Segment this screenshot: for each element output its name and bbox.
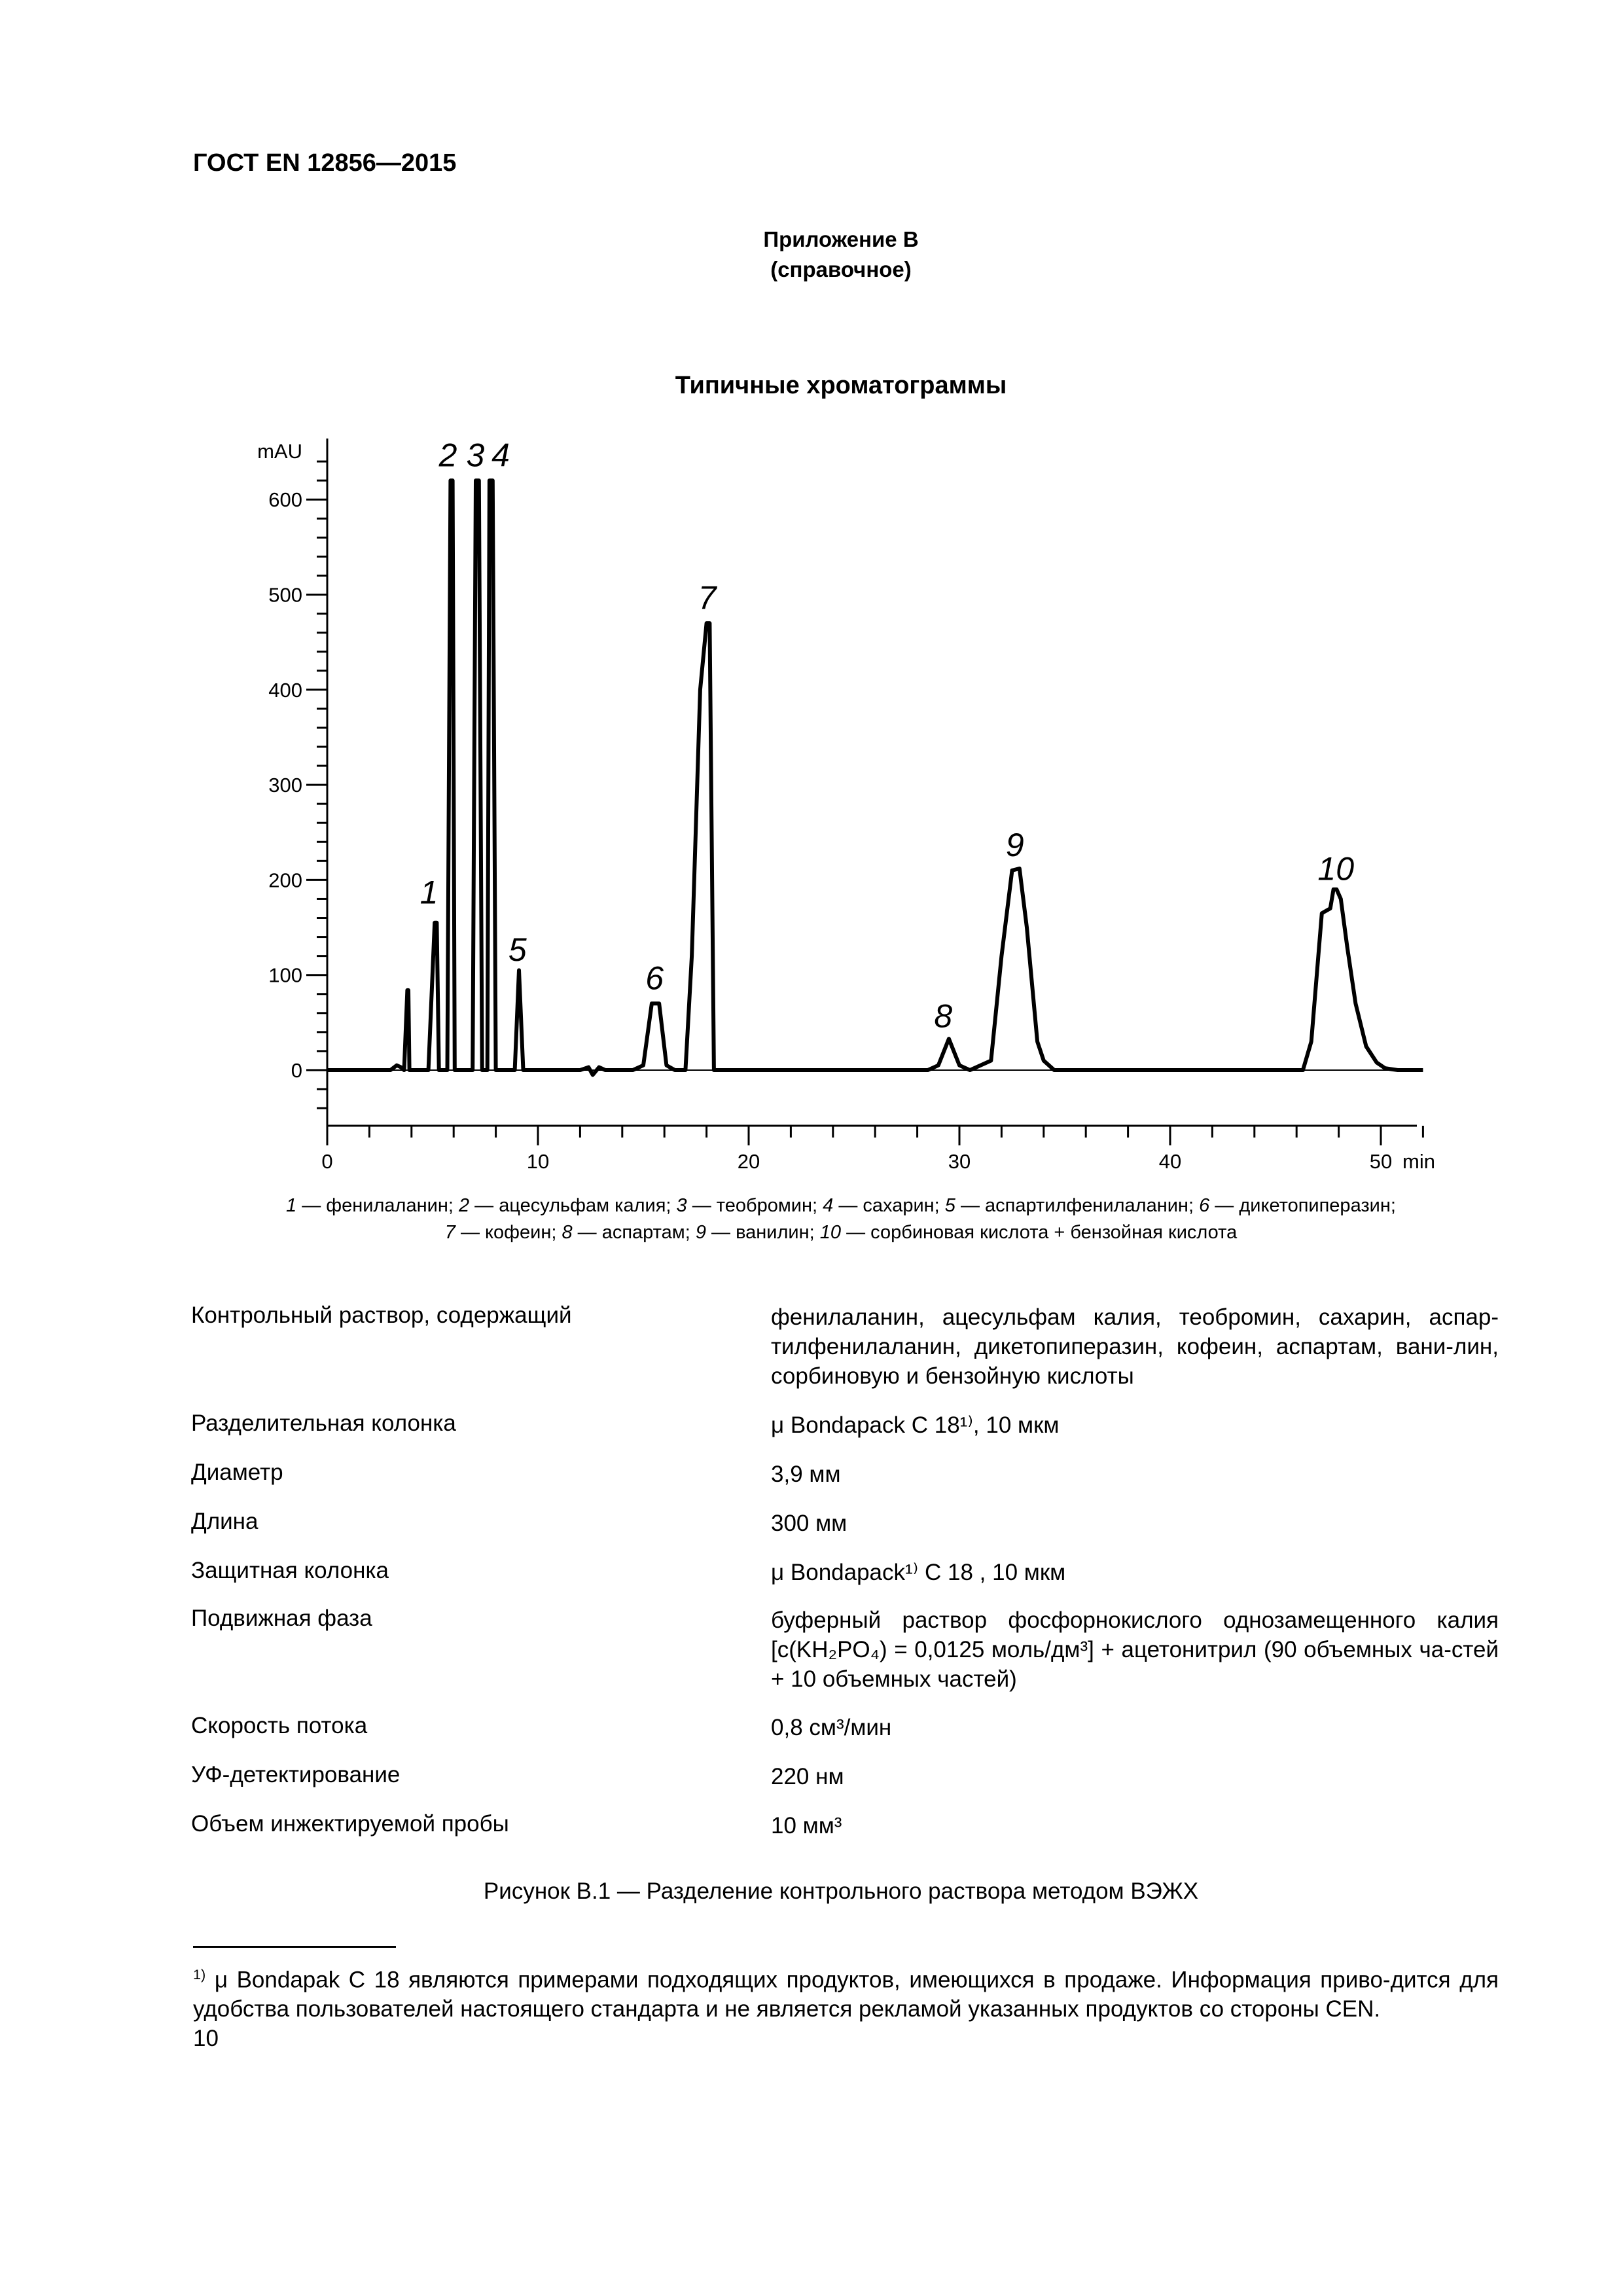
y-tick-label: 400 — [268, 678, 302, 702]
legend-compound: — дикетопиперазин; — [1209, 1195, 1396, 1216]
param-label: Разделительная колонка — [191, 1410, 456, 1436]
legend-peak-number: 6 — [1199, 1195, 1210, 1216]
param-label: Контрольный раствор, содержащий — [191, 1302, 572, 1328]
legend-peak-number: 7 — [444, 1222, 455, 1243]
param-value: μ Bondapack¹⁾ C 18 , 10 мкм — [771, 1560, 1066, 1585]
peak-label: 5 — [508, 931, 527, 968]
legend-compound: — сорбиновая кислота + бензойная кислота — [841, 1222, 1238, 1243]
legend-compound: — аспартилфенилаланин; — [955, 1195, 1200, 1216]
param-value: 3,9 мм — [771, 1462, 841, 1487]
x-axis-label: min — [1402, 1150, 1435, 1173]
param-label: Длина — [191, 1509, 259, 1534]
legend-peak-number: 5 — [944, 1195, 955, 1216]
legend-compound: — ванилин; — [705, 1222, 820, 1243]
legend-compound: — аспартам; — [572, 1222, 696, 1243]
y-tick-label: 500 — [268, 583, 302, 607]
y-tick-label: 300 — [268, 774, 302, 797]
peak-label: 6 — [645, 960, 664, 997]
y-tick-label: 200 — [268, 869, 302, 892]
peak-label: 9 — [1005, 827, 1024, 864]
legend-compound: — ацесульфам калия; — [469, 1195, 677, 1216]
chart-title: Типичные хроматограммы — [675, 372, 1007, 399]
x-tick-label: 40 — [1158, 1150, 1182, 1173]
param-value: 300 мм — [771, 1511, 847, 1536]
param-label: Диаметр — [191, 1460, 283, 1485]
standard-designation: ГОСТ EN 12856—2015 — [193, 149, 457, 177]
y-tick-label: 100 — [268, 963, 302, 987]
peak-label: 7 — [698, 579, 717, 617]
peak-label: 2 — [438, 437, 457, 474]
y-axis-label: mAU — [257, 440, 302, 463]
y-tick-label: 600 — [268, 488, 302, 512]
param-label: Защитная колонка — [191, 1558, 389, 1583]
param-value: μ Bondapack C 18¹⁾, 10 мкм — [771, 1412, 1060, 1438]
peak-label: 8 — [934, 997, 953, 1035]
annex-status: (справочное) — [770, 257, 912, 281]
peak-legend-line-2 — [131, 1219, 1551, 1246]
chromatogram-trace — [327, 480, 1423, 1075]
param-label: Объем инжектируемой пробы — [191, 1811, 509, 1837]
figure-caption: Рисунок В.1 — Разделение контрольного раствора методом ВЭЖХ — [483, 1878, 1199, 1904]
param-value: 0,8 см³/мин — [771, 1715, 892, 1740]
legend-peak-number: 8 — [562, 1222, 573, 1243]
param-label: Подвижная фаза — [191, 1605, 372, 1631]
annex-title: Приложение В — [763, 227, 919, 251]
legend-peak-number: 9 — [695, 1222, 706, 1243]
param-label: УФ-детектирование — [191, 1762, 401, 1787]
legend-compound: — фенилаланин; — [296, 1195, 459, 1216]
legend-peak-number: 4 — [823, 1195, 834, 1216]
param-label: Скорость потока — [191, 1713, 368, 1738]
legend-compound: — кофеин; — [455, 1222, 562, 1243]
legend-peak-number: 1 — [286, 1195, 297, 1216]
footnote-separator — [193, 1946, 396, 1948]
param-value: 220 нм — [771, 1764, 844, 1789]
footnote-marker: 1) — [193, 1966, 206, 1982]
param-value: 10 мм³ — [771, 1813, 842, 1839]
page-number: 10 — [193, 2026, 219, 2051]
peak-legend-line-1 — [131, 1193, 1551, 1219]
legend-peak-number: 2 — [458, 1195, 470, 1216]
x-tick-label: 0 — [321, 1150, 333, 1173]
peak-label: 10 — [1317, 850, 1355, 888]
footnote-text: μ Bondapak C 18 являются примерами подходящих продуктов, имеющихся в продаже. Информация приво-дится для удобства пользователей настоящего стандарта и не является рекламой указанных продуктов со стороны CEN. — [193, 1967, 1499, 2022]
legend-peak-number: 10 — [819, 1222, 842, 1243]
peak-label: 4 — [491, 437, 510, 474]
x-tick-label: 10 — [526, 1150, 550, 1173]
legend-compound: — теобромин; — [687, 1195, 823, 1216]
param-value: буферный раствор фосфорнокислого однозамещенного калия [c(KH₂PO₄) = 0,0125 моль/дм³] + ацетонитрил (90 объемных ча-стей + 10 объемных частей) — [771, 1607, 1499, 1692]
x-tick-label: 30 — [948, 1150, 971, 1173]
peak-label: 1 — [419, 874, 438, 911]
legend-peak-number: 3 — [676, 1195, 687, 1216]
legend-compound: — сахарин; — [833, 1195, 945, 1216]
peak-label: 3 — [466, 437, 485, 474]
param-value: фенилаланин, ацесульфам калия, теобромин, сахарин, аспар-тилфенилаланин, дикетопиперазин, кофеин, аспартам, вани-лин, сорбиновую и бензойную кислоты — [771, 1304, 1499, 1389]
x-tick-label: 50 — [1369, 1150, 1393, 1173]
x-tick-label: 20 — [737, 1150, 760, 1173]
y-tick-label: 0 — [291, 1059, 302, 1082]
footnote — [193, 1960, 1499, 2024]
